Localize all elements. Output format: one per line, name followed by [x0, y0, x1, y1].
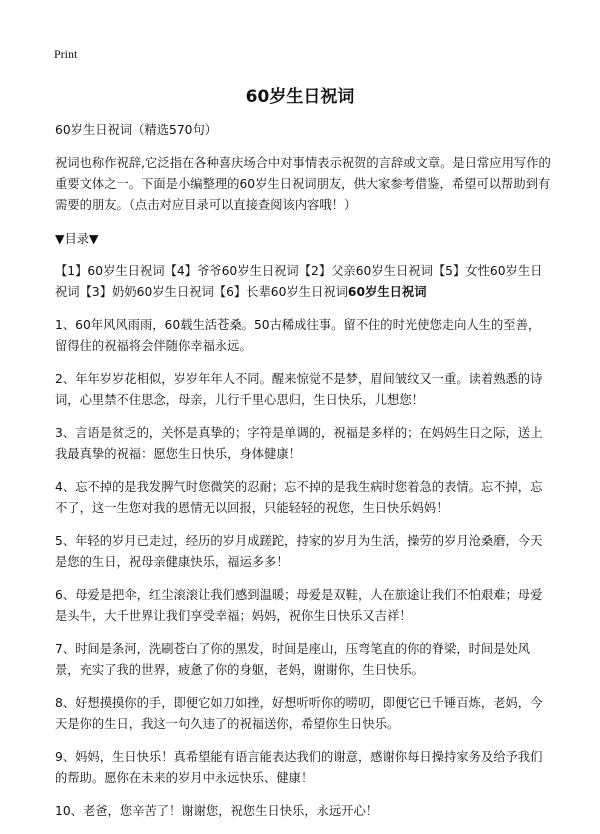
toc-heading: ▼目录▼: [55, 232, 99, 246]
toc-link-3[interactable]: 【3】奶奶60岁生日祝词: [79, 285, 214, 299]
print-link[interactable]: Print: [54, 47, 78, 61]
wish-paragraph-6: 6、母爱是把伞，红尘滚滚让我们感到温暖；母爱是双鞋，人在旅途让我们不怕艰难；母爱是头牛，大千世界让我们享受幸福；妈妈，祝你生日快乐又吉祥！: [55, 588, 543, 623]
article-body: [55, 120, 551, 834]
toc-current-title: 60岁生日祝词: [347, 285, 427, 299]
wish-paragraph-4: 4、忘不掉的是我发脾气时您微笑的忍耐；忘不掉的是我生病时您着急的表情。忘不掉，忘不了，这一生您对我的恩情无以回报，只能轻轻的祝您，生日快乐妈妈！: [55, 480, 543, 515]
article-subtitle: 60岁生日祝词（精选570句）: [55, 123, 218, 137]
page-title: 60岁生日祝词: [245, 87, 355, 107]
toc-link-1[interactable]: 【1】60岁生日祝词: [55, 264, 165, 278]
toc-link-4[interactable]: 【4】爷爷60岁生日祝词: [164, 264, 299, 278]
wish-paragraph-8: 8、好想摸摸你的手，即便它如刀如挫，好想听听你的唠叨，即便它已千锤百炼，老妈，今天是你的生日，我这一句久违了的祝福送你，希望你生日快乐。: [55, 696, 543, 731]
toc-link-2[interactable]: 【2】父亲60岁生日祝词: [298, 264, 433, 278]
wish-paragraph-3: 3、言语是贫乏的，关怀是真挚的；字符是单调的，祝福是多样的；在妈妈生日之际，送上我最真挚的祝福：愿您生日快乐，身体健康！: [55, 426, 543, 461]
toc-link-6[interactable]: 【6】长辈60岁生日祝词: [213, 285, 348, 299]
wish-paragraph-10: 10、老爸，您辛苦了！谢谢您，祝您生日快乐，永远开心！: [55, 804, 379, 818]
wish-paragraph-5: 5、年轻的岁月已走过，经历的岁月成蹉跎，持家的岁月为生活，操劳的岁月沧桑磨，今天是您的生日，祝母亲健康快乐，福运多多！: [55, 534, 543, 569]
toc-list: [55, 261, 551, 303]
intro-paragraph: 祝词也称作祝辞,它泛指在各种喜庆场合中对事情表示祝贺的言辞或文章。是日常应用写作的重要文体之一。下面是小编整理的60岁生日祝词朋友，供大家参考借鉴，希望可以帮助到有需要的朋友。（点击对应目录可以直接查阅该内容哦！）: [55, 156, 551, 212]
wish-paragraph-7: 7、时间是条河，洗刷苍白了你的黑发，时间是座山，压弯笔直的你的脊梁，时间是处风景，充实了我的世界，疲惫了你的身躯，老妈，谢谢你，生日快乐。: [55, 642, 531, 677]
toc-link-5[interactable]: 【5】女性60岁生日祝词: [55, 264, 543, 299]
wish-paragraph-2: 2、年年岁岁花相似，岁岁年年人不同。醒来惊觉不是梦，眉间皱纹又一重。读着熟悉的诗词，心里禁不住思念，母亲，儿行千里心思归，生日快乐，儿想您！: [55, 372, 543, 407]
wish-paragraph-9: 9、妈妈，生日快乐！真希望能有语言能表达我们的谢意，感谢你每日操持家务及给予我们的帮助。愿你在未来的岁月中永远快乐、健康！: [55, 750, 543, 785]
wish-paragraph-1: 1、60年风风雨雨，60载生活苍桑。50古稀成往事。留不住的时光使您走向人生的至善，留得住的祝福将会伴随你幸福永远。: [55, 318, 541, 353]
